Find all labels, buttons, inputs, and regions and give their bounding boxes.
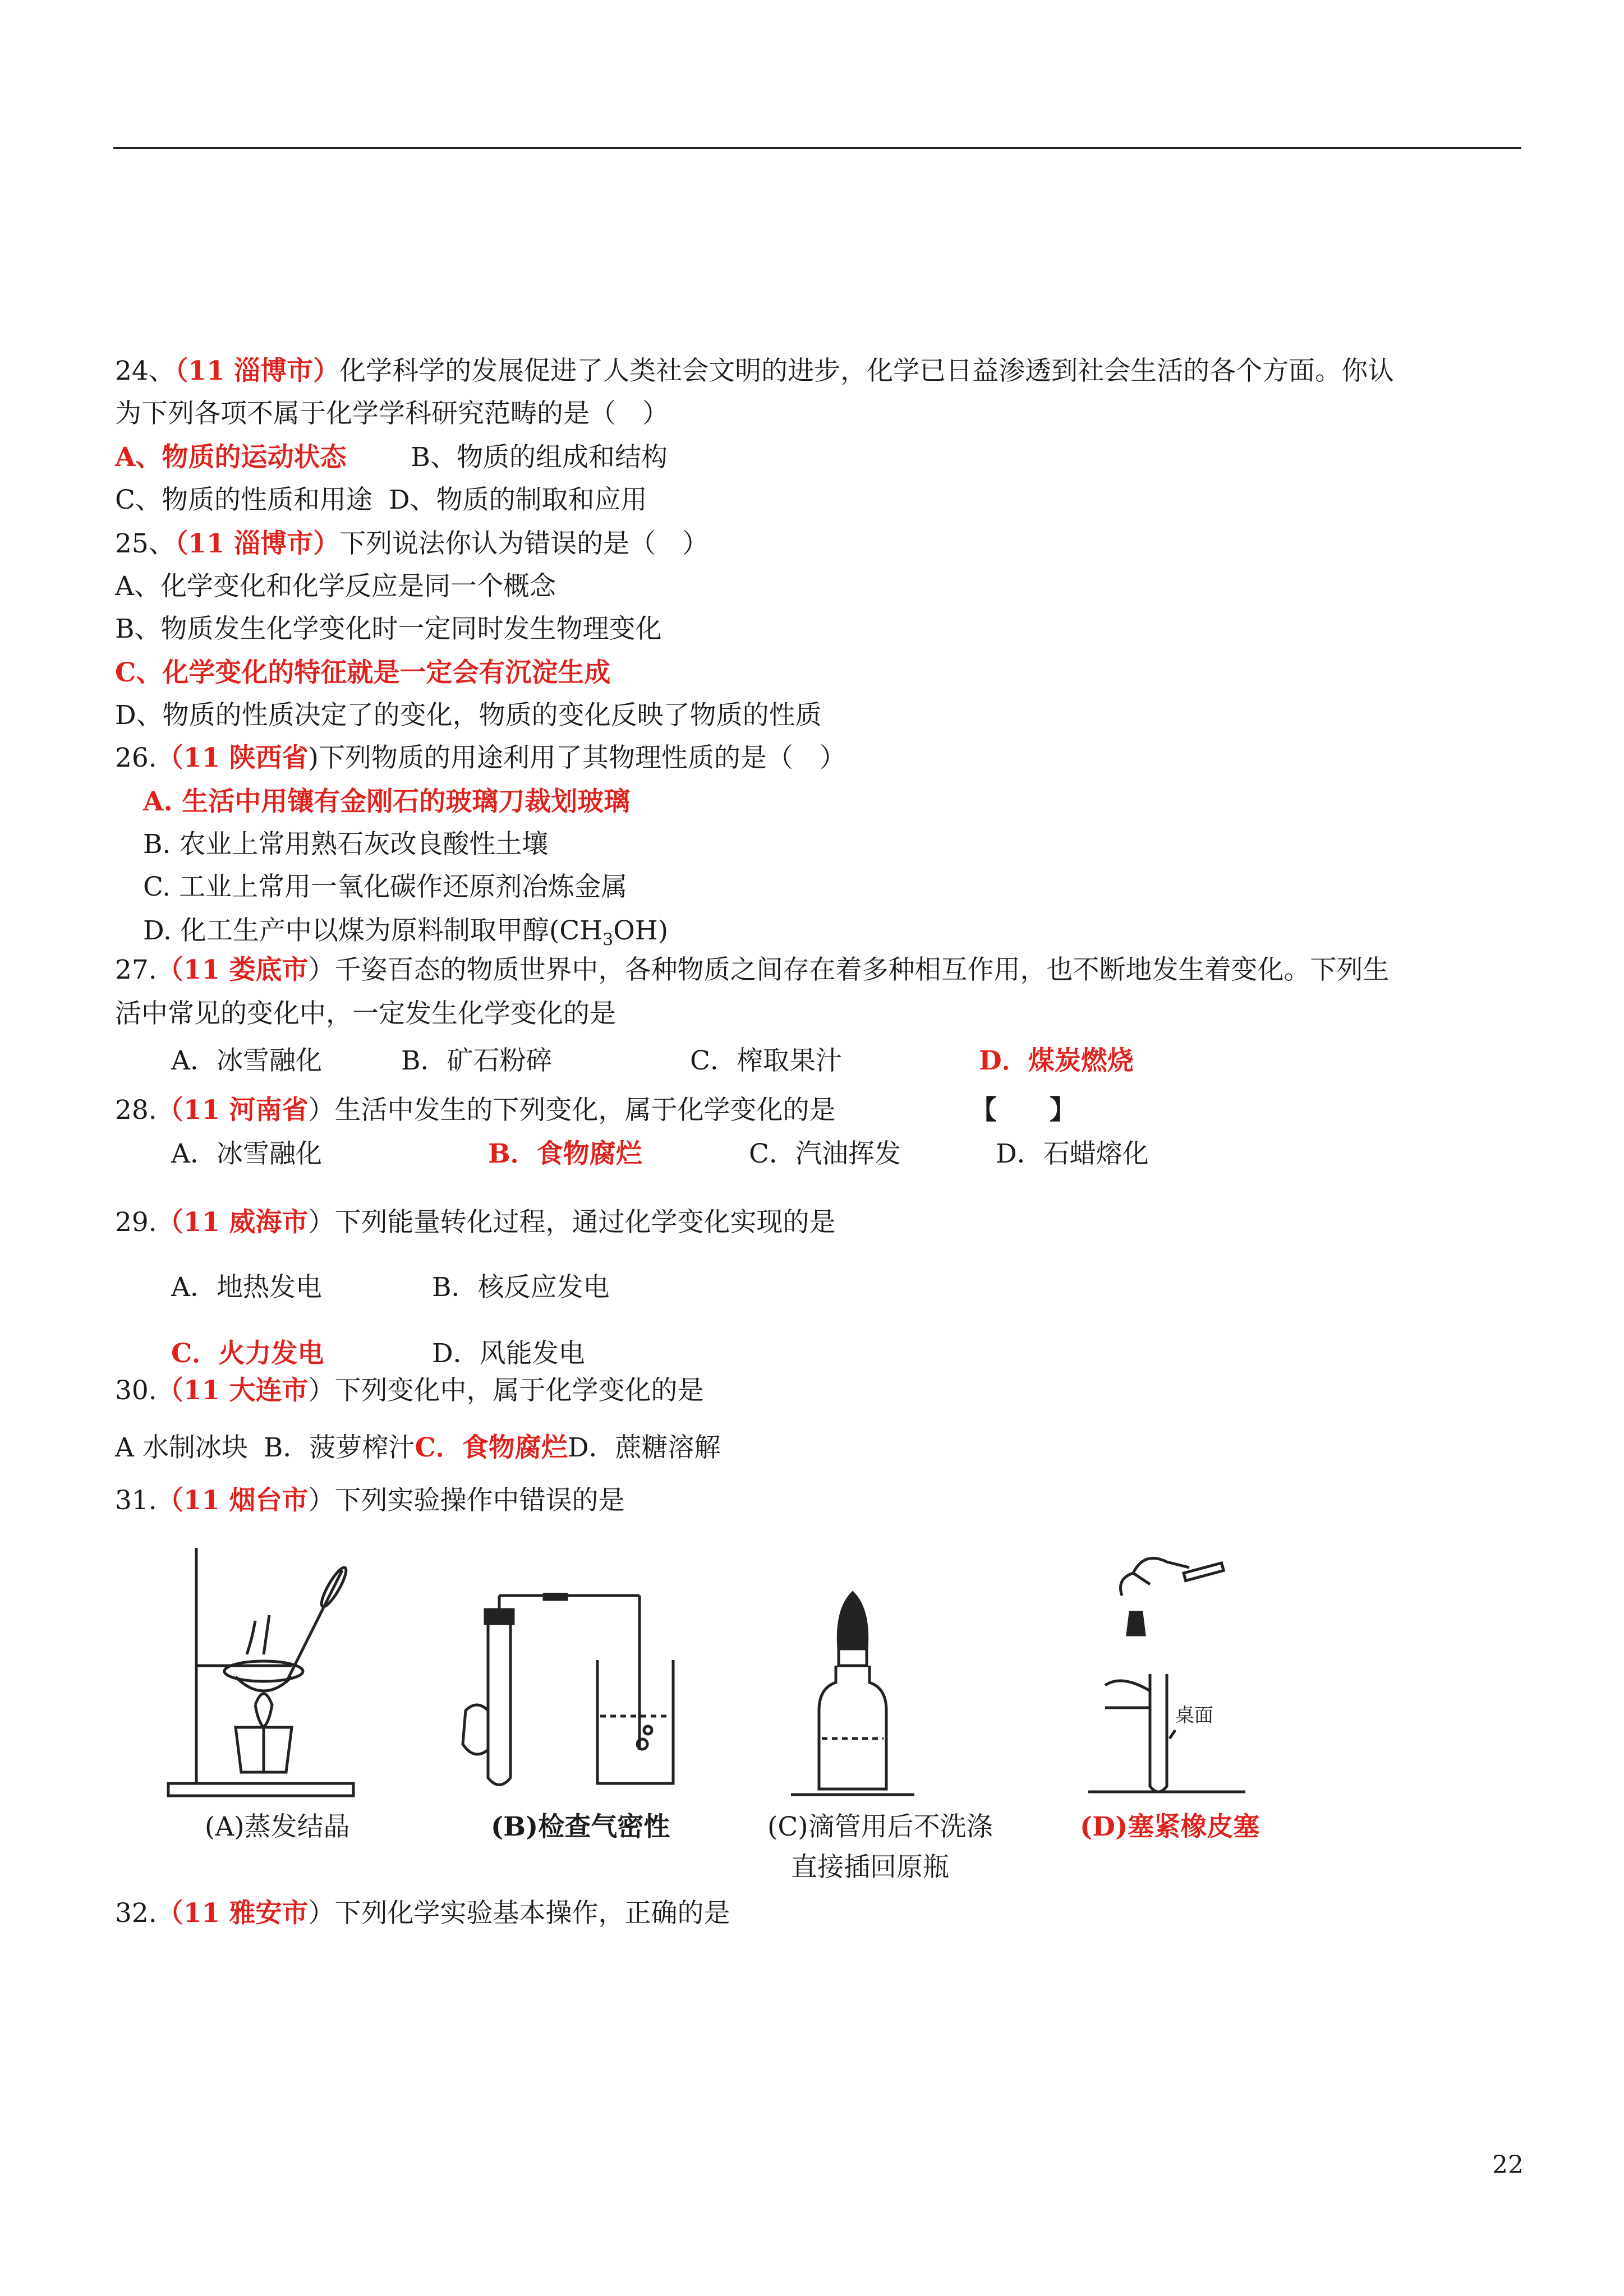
q30-option-c-answer: C．食物腐烂	[415, 1432, 568, 1463]
q29-line1: 29.（11 威海市）下列能量转化过程，通过化学变化实现的是	[115, 1207, 836, 1238]
q24-options-row1	[115, 441, 668, 474]
q32-line1: 32.（11 雅安市）下列化学实验基本操作，正确的是	[115, 1898, 730, 1929]
q27-line1: 27.（11 娄底市）千姿百态的物质世界中，各种物质之间存在着多种相互作用，也不断地发生着变化。下列生	[115, 955, 1390, 985]
q26-source: （11 陕西省	[157, 743, 309, 773]
q27-option-a: A．冰雪融化	[171, 1045, 322, 1076]
q27-option-c: C．榨取果汁	[690, 1045, 842, 1076]
q29-option-a: A．地热发电	[171, 1272, 322, 1303]
q25-source: （11 淄博市）	[174, 528, 340, 559]
q24-option-a-answer: A、物质的运动状态	[115, 442, 347, 473]
page-number: 22	[1492, 2151, 1524, 2179]
q24-option-d: D、物质的制取和应用	[388, 485, 647, 515]
q27-source: （11 娄底市	[157, 955, 309, 985]
q29-option-b: B．核反应发电	[432, 1272, 610, 1303]
q30-option-a: A 水制冰块	[115, 1432, 248, 1463]
q28-option-d: D．石蜡熔化	[996, 1138, 1149, 1169]
q24-line1: 24、（11 淄博市）化学科学的发展促进了人类社会文明的进步，化学已日益渗透到社会生活的各个方面。你认	[115, 356, 1395, 386]
q29-option-d: D．风能发电	[432, 1338, 585, 1369]
q30-option-b: B．菠萝榨汁	[263, 1432, 415, 1463]
q28-option-c: C．汽油挥发	[749, 1138, 901, 1169]
caption-d-answer: (D)塞紧橡皮塞	[1080, 1811, 1260, 1842]
q24-option-c: C、物质的性质和用途	[115, 485, 372, 515]
figure-d-label-desk: 桌面	[1175, 1704, 1213, 1727]
figure-d-insert-stopper	[1083, 1539, 1251, 1809]
q25-option-d: D、物质的性质决定了的变化，物质的变化反映了物质的性质	[115, 700, 822, 731]
figure-a-evaporation	[157, 1537, 370, 1800]
q26-option-b: B. 农业上常用熟石灰改良酸性土壤	[143, 829, 549, 860]
q24-source: （11 淄博市）	[174, 356, 340, 386]
caption-b: (B)检查气密性	[491, 1811, 670, 1842]
q29-source: （11 威海市	[157, 1207, 309, 1238]
q25-option-a: A、化学变化和化学反应是同一个概念	[115, 571, 556, 602]
figure-c-dropper-bottle	[780, 1587, 926, 1806]
caption-c-line2: 直接插回原瓶	[791, 1852, 949, 1883]
q28-source: （11 河南省	[157, 1095, 309, 1126]
q24-option-b: B、物质的组成和结构	[411, 442, 668, 473]
caption-c-line1: (C)滴管用后不洗涤	[767, 1811, 993, 1842]
caption-a: (A)蒸发结晶	[205, 1811, 350, 1842]
q26-option-c: C. 工业上常用一氧化碳作还原剂冶炼金属	[143, 872, 628, 902]
q27-option-d-answer: D．煤炭燃烧	[979, 1045, 1134, 1076]
q27-option-b: B．矿石粉碎	[401, 1045, 553, 1076]
q28-line1: 28.（11 河南省）生活中发生的下列变化，属于化学变化的是	[115, 1095, 836, 1126]
header-rule	[113, 147, 1521, 149]
figure-b-airtightness-check	[454, 1593, 690, 1806]
q25-option-b: B、物质发生化学变化时一定同时发生物理变化	[115, 614, 662, 644]
q28-answer-bracket: 【 】	[970, 1095, 1076, 1126]
q29-option-c-answer: C．火力发电	[171, 1338, 324, 1369]
q26-line1: 26.（11 陕西省)下列物质的用途利用了其物理性质的是（ ）	[115, 743, 846, 773]
q31-line1: 31.（11 烟台市）下列实验操作中错误的是	[115, 1485, 625, 1516]
q30-source: （11 大连市	[157, 1375, 309, 1406]
q30-options	[115, 1431, 721, 1465]
q26-option-a-answer: A. 生活中用镶有金刚石的玻璃刀裁划玻璃	[143, 786, 631, 817]
q28-option-a: A．冰雪融化	[171, 1138, 322, 1169]
q24-line2: 为下列各项不属于化学学科研究范畴的是（ ）	[115, 398, 669, 429]
q30-option-d: D．蔗糖溶解	[567, 1432, 721, 1463]
q25-option-c-answer: C、化学变化的特征就是一定会有沉淀生成	[115, 657, 611, 688]
q25-line1: 25、（11 淄博市）下列说法你认为错误的是（ ）	[115, 528, 709, 559]
q28-option-b-answer: B．食物腐烂	[488, 1138, 642, 1169]
q31-source: （11 烟台市	[157, 1485, 309, 1516]
q30-line1: 30.（11 大连市）下列变化中，属于化学变化的是	[115, 1375, 704, 1406]
q32-source: （11 雅安市	[157, 1898, 309, 1929]
q26-option-d: D. 化工生产中以煤为原料制取甲醇$(CH_3OH)$	[143, 915, 669, 950]
q24-options-row2	[115, 483, 647, 517]
q27-line2: 活中常见的变化中，一定发生化学变化的是	[115, 998, 616, 1029]
